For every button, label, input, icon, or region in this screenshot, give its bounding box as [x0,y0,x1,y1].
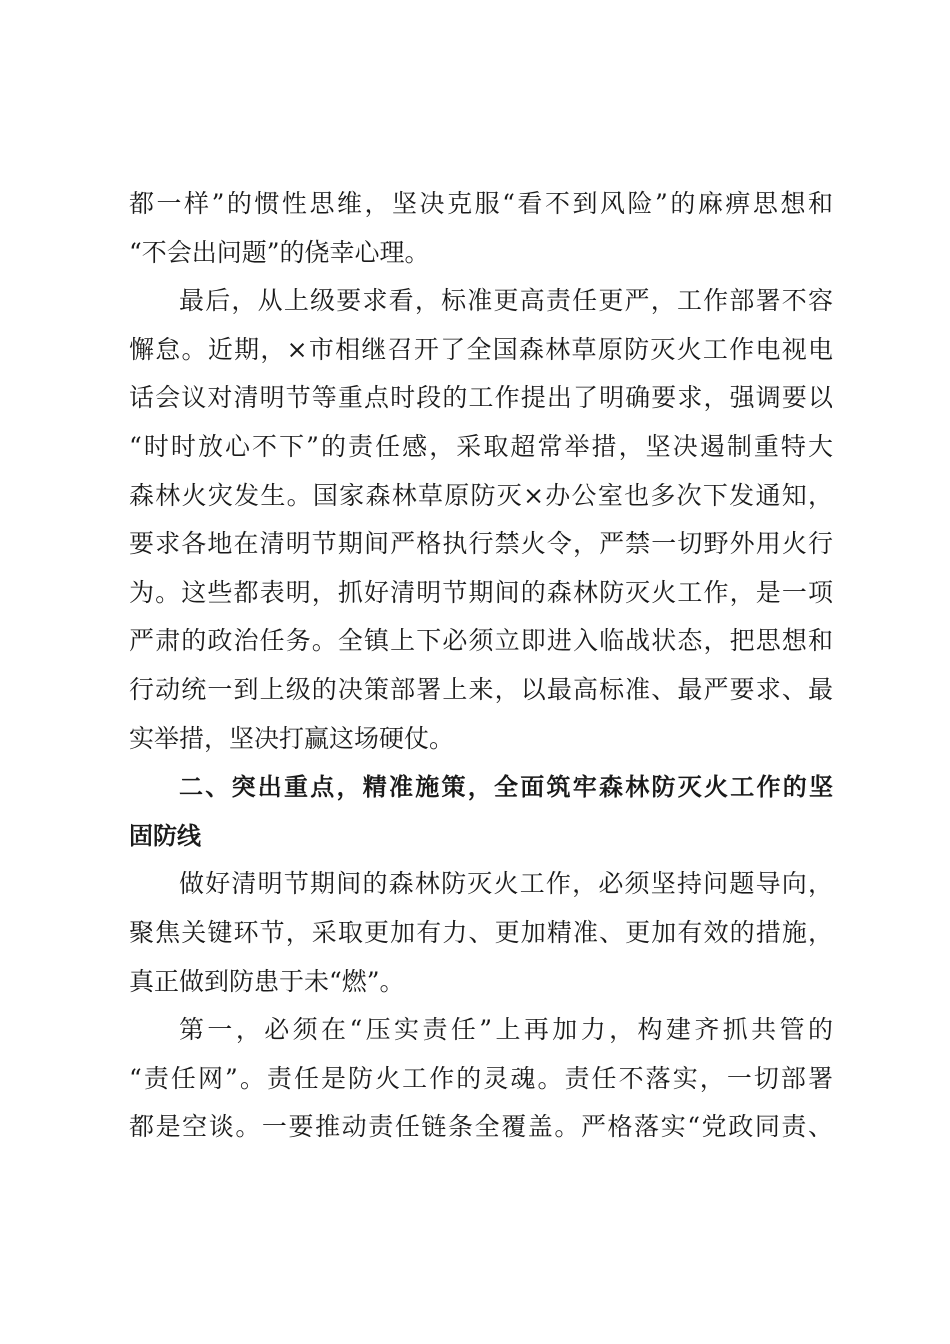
body-text-line: 实举措，坚决打赢这场硬仗。 [129,723,455,753]
body-text-line: 最后，从上级要求看，标准更高责任更严，工作部署不容 [179,286,833,316]
body-text-line: 做好清明节期间的森林防灭火工作，必须坚持问题导向， [179,869,833,899]
body-text-line: 行动统一到上级的决策部署上来，以最高标准、最严要求、最 [129,674,833,704]
body-text-line: 严肃的政治任务。全镇上下必须立即进入临战状态，把思想和 [129,626,833,656]
body-text-line: 第一，必须在“压实责任”上再加力，构建齐抓共管的 [179,1015,833,1045]
body-text-line: “时时放心不下”的责任感，采取超常举措，坚决遏制重特大 [129,431,833,461]
body-text-line: 都一样”的惯性思维，坚决克服“看不到风险”的麻痹思想和 [129,189,833,218]
body-text-line: 都是空谈。一要推动责任链条全覆盖。严格落实“党政同责、 [129,1112,833,1142]
body-text-line: 聚焦关键环节，采取更加有力、更加精准、更加有效的措施， [129,917,833,947]
section-heading-line: 二、突出重点，精准施策，全面筑牢森林防灭火工作的坚 [179,773,833,802]
body-text-line: 真正做到防患于未“燃”。 [129,966,405,996]
body-text-line: 懈怠。近期，×市相继召开了全国森林草原防灭火工作电视电 [129,334,833,364]
section-heading-line: 固防线 [129,821,201,850]
body-text-line: 森林火灾发生。国家森林草原防灭×办公室也多次下发通知， [129,480,833,510]
body-text-line: “不会出问题”的侥幸心理。 [129,237,430,267]
body-text-line: 话会议对清明节等重点时段的工作提出了明确要求，强调要以 [129,383,833,413]
body-text-line: 要求各地在清明节期间严格执行禁火令，严禁一切野外用火行 [129,529,833,559]
body-text-line: “责任网”。责任是防火工作的灵魂。责任不落实，一切部署 [129,1063,833,1093]
body-text-line: 为。这些都表明，抓好清明节期间的森林防灭火工作，是一项 [129,577,833,607]
document-page [129,180,833,1152]
